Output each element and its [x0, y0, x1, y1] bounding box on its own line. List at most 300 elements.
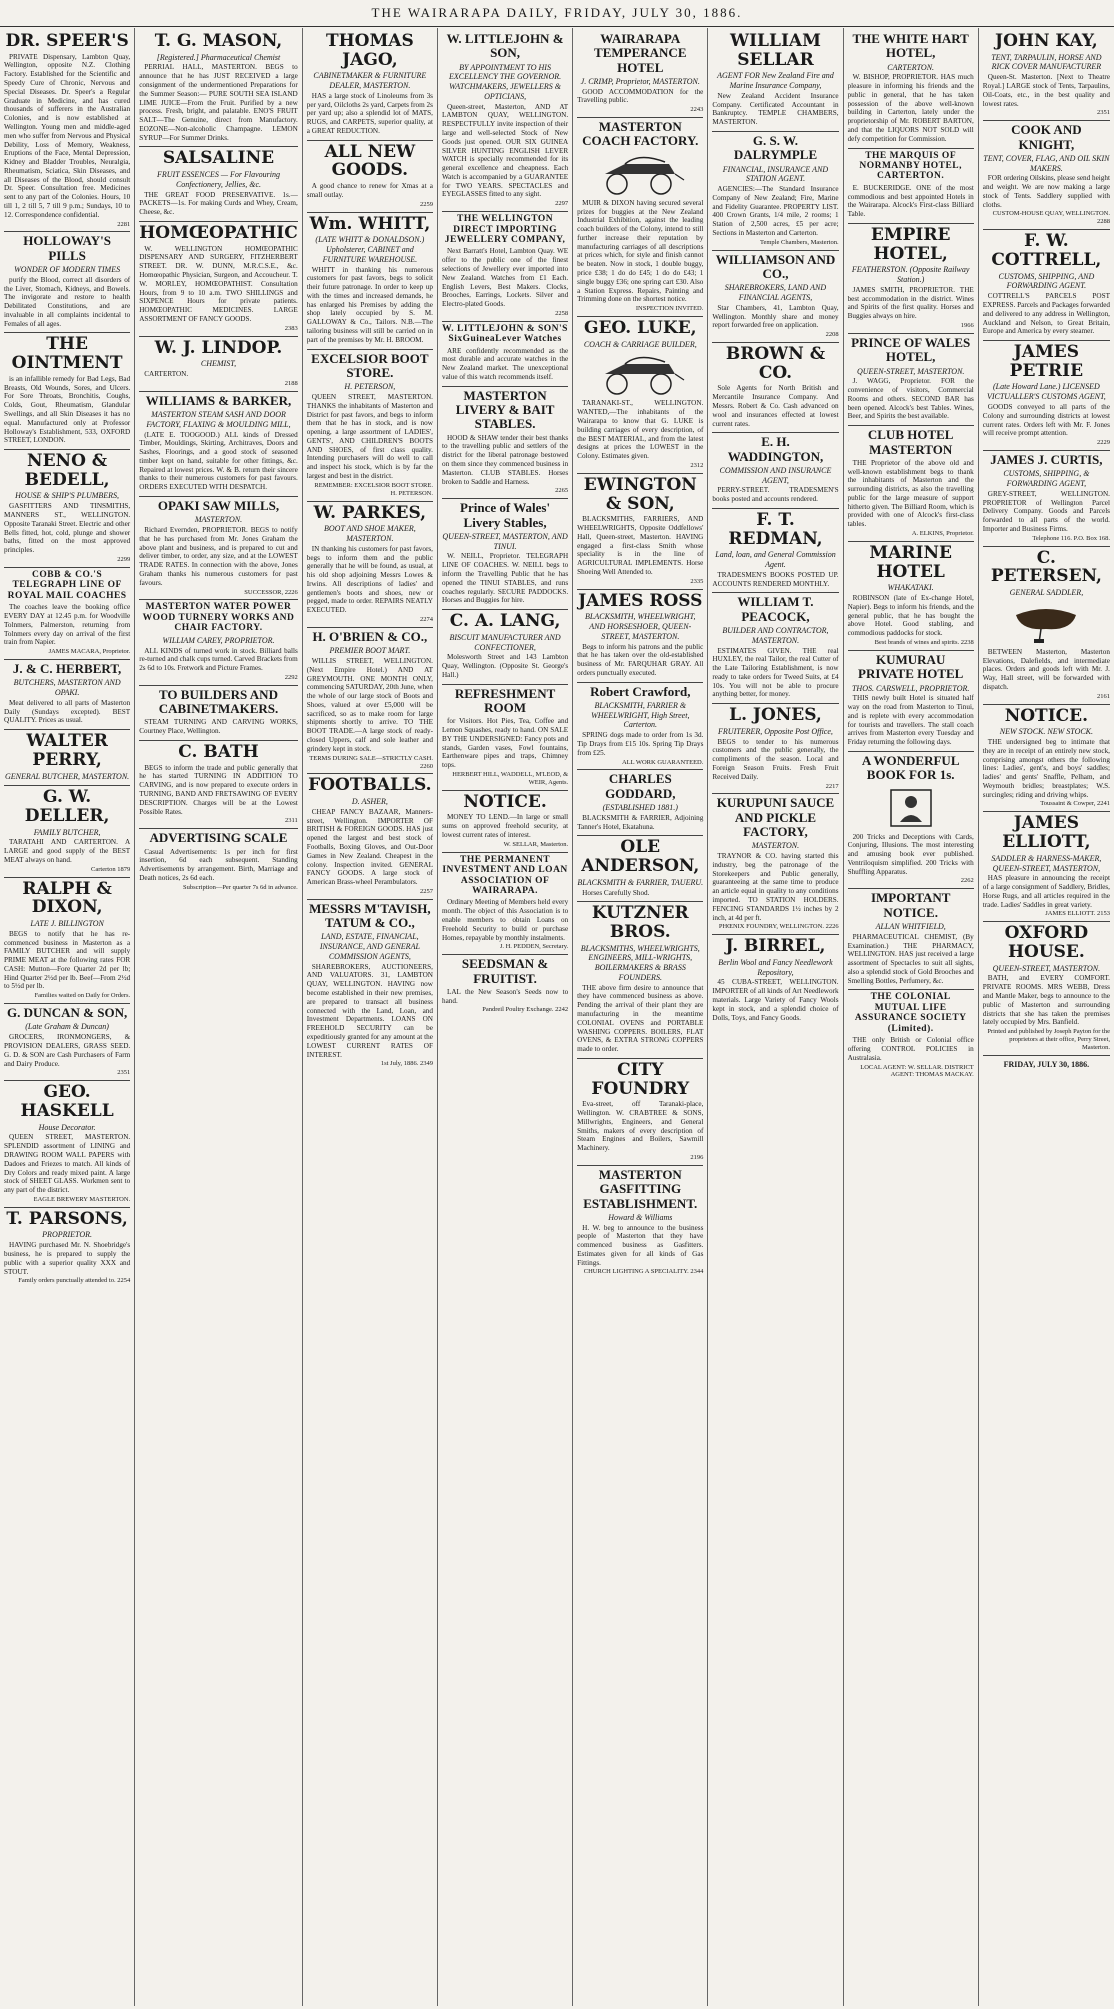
- ad-heading: G. W. DELLER,: [24, 787, 110, 826]
- ad-heading: EXCELSIOR BOOT STORE.: [311, 350, 429, 380]
- ad-body-text: QUEEN STREET, MASTERTON. THANKS the inhabitants of Masterton and District for past favors, and begs to inform them that he has in stock, and is now opening, a large assortment of LADIES', GENTS', AND CHILDREN'S BOOTS AND SHOES, of first class quality. Intending purchasers will do well to call and inspect his stock, which is by far the largest and best in the district.: [306, 392, 433, 480]
- buggy-illustration-icon: [595, 152, 685, 196]
- ad-body-text: HAS a large stock of Linoleums from 3s per yard, Oilcloths 2s yard, Carpets from 2s per yard up; also a splendid lot of MATS, RUGS, and CARPETS, superior quality, at a GREAT REDUCTION.: [306, 91, 433, 135]
- ad-body-text: TRADESMEN'S BOOKS POSTED UP. ACCOUNTS RENDERED MONTHLY.: [712, 570, 839, 588]
- advertisement-hom-opathic: [139, 224, 298, 337]
- advertisement-refreshment-room: [442, 687, 568, 791]
- advertisement-l-jones: [712, 706, 838, 794]
- ad-reference-number: 2217: [825, 782, 839, 790]
- ad-heading: T. G. MASON,: [154, 31, 283, 51]
- ad-body-text: Queen-street, Masterton, AND AT LAMBTON QUAY, WELLINGTON. RESPECTFULLY invite inspection of their large and well-selected Stock of New Goods just opened. OUR SIX GUINEA SILVER HUNTING ENGLISH LEVER WATCH is specially recommended for its general excellence and cheapness. Each Watch is accompanied by a GUARANTEE for TWO YEARS. SPECTACLES and EYEGLASSES fitted to any sight.: [441, 102, 569, 199]
- advertisement-william-sellar: [712, 32, 838, 132]
- advertisement-empire-hotel: [848, 226, 974, 334]
- ad-body-text: J. WAGG, Proprietor. FOR the convenience of visitors, Commercial Rooms and others. SECOND BAR has been opened. Alcock's best Tables. Wines, Beer, and Spirits the best available.: [847, 377, 974, 421]
- ad-subheading: WHAKATAKI.: [887, 583, 934, 593]
- ad-body-text: Begs to inform his patrons and the public that he has taken over the old-established business of Mr. FARQUHAR GRAY. All orders punctually executed.: [577, 642, 704, 677]
- ad-heading: JAMES J. CURTIS,: [990, 452, 1103, 467]
- advertisement-marine-hotel: [848, 544, 974, 651]
- ad-heading: W. LITTLEJOHN & SON,: [446, 31, 564, 61]
- ad-subheading: (LATE WHITT & DONALDSON.) Upholsterer, CABINET and FURNITURE WAREHOUSE.: [315, 235, 425, 264]
- ad-subheading: FEATHERSTON. (Opposite Railway Station.): [851, 265, 970, 285]
- ad-subheading: LAND, ESTATE, FINANCIAL, INSURANCE, AND GENERAL COMMISSION AGENTS,: [319, 932, 420, 961]
- ad-reference-number: A. ELKINS, Proprietor.: [911, 530, 974, 538]
- ad-body-text: Next Barratt's Hotel, Lambton Quay. WE offer to the public one of the finest selections of Jewellery ever imported into New Zealand. Watches from £1 Each. English Levers, Best Makers. Clocks, Brooches, Earrings, Lockets. Silver and Electro-plated Goods.: [441, 247, 569, 309]
- ad-heading: KUMURAU PRIVATE HOTEL: [858, 651, 964, 682]
- ad-heading: NOTICE.: [463, 791, 547, 812]
- ad-reference-number: 2383: [284, 324, 298, 332]
- advertisement-james-ross: [577, 592, 703, 683]
- ad-body-text: COTTRELL'S PARCELS POST EXPRESS. Parcels and Packages forwarded and delivered to any address in Wellington, Auckland and Nelson, to Great Britain, Europe and America by every steamer.: [982, 292, 1110, 336]
- column-1: [0, 28, 135, 2006]
- ad-reference-number: 2265: [555, 487, 569, 495]
- ad-subheading: Berlin Wool and Fancy Needlework Repository,: [718, 957, 833, 977]
- ad-heading: C. BATH: [178, 741, 259, 762]
- ad-body-text: is an infallible remedy for Bad Legs, Bad Breasts, Old Wounds, Sores, and Ulcers. For Sore Throats, Bronchitis, Coughs, Colds, Gout, Rheumatism, Glandular Swellings, and all Skin Diseases it has no equal. Manufactured only at Professor Holloway's Establishment, 533, OXFORD STREET, LONDON.: [4, 374, 131, 445]
- ad-heading: Prince of Wales' Livery Stables,: [460, 500, 551, 530]
- advertisement-f-t-redman: [712, 511, 838, 593]
- ad-body-text: HAVING purchased Mr. N. Shoebridge's business, he is prepared to supply the public with a superior quality XXX and STOUT.: [4, 1241, 131, 1276]
- ad-heading: WILLIAMSON AND CO.,: [715, 251, 836, 281]
- ad-body-text: The coaches leave the booking office EVERY DAY at 12.45 p.m. for Woodville Tolnmers, Palmerston, returning from Tolnmers every day on arrival of the first train from Napier.: [4, 603, 131, 647]
- ad-subheading: J. CRIMP, Proprietor, MASTERTON.: [580, 76, 700, 86]
- ad-body-text: Sole Agents for North British and Mercantile Insurance Company. And Messrs. Robert & Co. Cash advanced on wool and insurances effected at lowest current rates.: [712, 384, 839, 428]
- ad-heading: KURUPUNI SAUCE AND PICKLE FACTORY,: [716, 795, 835, 840]
- ad-subheading: COACH & CARRIAGE BUILDER,: [583, 339, 697, 349]
- column-5: [573, 28, 708, 2006]
- ad-body-text: JAMES SMITH, PROPRIETOR. THE best accommodation in the district. Wines and Spirits of the first quality. Horses and Buggies always on hire.: [847, 285, 974, 321]
- ad-body-text: STEAM TURNING AND CARVING WORKS, Courtney Place, Wellington.: [139, 718, 298, 736]
- ad-heading: ALL NEW GOODS.: [324, 141, 416, 181]
- advertisement-w-parkes: [307, 504, 433, 628]
- advertisement-g-w-deller: [4, 788, 130, 877]
- ad-body-text: TRAYNOR & CO. having started this industry, beg the patronage of the Storekeepers and Public generally, guaranteeing at the same time to produce an article equal in quality to any conditions imported. TO STATION HOLDERS. FENCING STANDARDS 1½ inches by 2 inch, at 4d per ft.: [712, 852, 839, 922]
- ad-subheading: QUEEN-STREET, MASTERTON.: [856, 366, 965, 376]
- ad-heading: WAIRARAPA TEMPERANCE HOTEL: [594, 31, 687, 75]
- ad-body-text: HAS pleasure in announcing the receipt of a large consignment of Saddlery, Bridles, Horse Rugs, and all articles required in the trade. Ladies' Saddles in great variety.: [982, 874, 1110, 909]
- column-7: [844, 28, 979, 2006]
- advertisement-masterton-water-power-wood-turnery-works: [139, 602, 298, 685]
- ad-heading: HOLLOWAY'S PILLS: [23, 233, 111, 263]
- ad-reference-number: 1st July, 1886. 2349: [380, 1060, 433, 1068]
- ad-subheading: BUILDER AND CONTRACTOR, MASTERTON.: [722, 626, 829, 645]
- ad-reference-number: 2229: [1096, 439, 1110, 447]
- ad-subheading: BLACKSMITHS, WHEELWRIGHTS, ENGINEERS, MILL-WRIGHTS, BOILERMAKERS & BRASS FOUNDERS.: [580, 943, 700, 982]
- advertisement-important-notice: [848, 891, 974, 990]
- ad-heading: F. W. COTTRELL,: [991, 231, 1102, 270]
- ad-heading: GEO. LUKE,: [583, 318, 697, 339]
- ad-heading: THE OINTMENT: [11, 334, 123, 374]
- ad-heading: EMPIRE HOTEL,: [870, 225, 951, 264]
- advertisement-william-t-peacock: [712, 595, 838, 704]
- ad-heading: OLE ANDERSON,: [581, 837, 700, 877]
- advertisement-wairarapa-temperance-hotel: [577, 32, 703, 118]
- advertisement-a-wonderful-book-for-1s: [848, 754, 974, 889]
- ad-body-text: CHEAP FANCY BAZAAR, Manners-street, Wellington. IMPORTER OF BRITISH & FOREIGN GOODS. HAS just opened the largest and best stock of Footballs, Boxing Gloves, and Out-Door Games in New Zealand. Cheapest in the colony. Inspection invited. GENERAL FANCY GOODS. A large stock of American Brass-wheel Perambulators.: [306, 807, 433, 887]
- ad-heading: FOOTBALLS.: [308, 775, 432, 796]
- ad-body-text: QUEEN STREET, MASTERTON. SPLENDID assortment of LINING and DRAWING ROOM WALL PAPERS with Dadoes and Friezes to match. All kinds of Dry Colors and ready mixed paint. A large stock of SHEET GLASS. Workmen sent to any part of the district.: [4, 1133, 131, 1195]
- ad-body-text: Richard Evernden, PROPRIETOR. BEGS to notify that he has purchased from Mr. Jones Graham the above plant and business, and is prepared to cut and deliver timber, to order, any size, and at the LOWEST TRADE RATES. In connection with the above, Jones Graham thanks his numerous customers for past favours.: [139, 526, 298, 587]
- ad-subheading: TENT, COVER, FLAG, AND OIL SKIN MAKERS.: [983, 153, 1110, 173]
- ad-body-text: FOR ordering Oilskins, please send height and weight. We are now making a large stock of Tents. Saddlery supplied with cloths.: [982, 174, 1110, 209]
- ad-subheading: CUSTOMS, SHIPPING, & FORWARDING AGENT,: [1003, 469, 1090, 489]
- ad-subheading: AGENT FOR New Zealand Fire and Marine Insurance Company,: [717, 71, 834, 91]
- ad-heading: G. DUNCAN & SON,: [6, 1005, 128, 1021]
- ad-reference-number: Family orders punctually attended to. 2254: [18, 1277, 131, 1285]
- advertisement-cobb-co-s-telegraph-line-of-royal-mail-c: [4, 570, 130, 660]
- ad-subheading: FRUITERER, Opposite Post Office,: [718, 726, 833, 736]
- ad-heading: KUTZNER BROS.: [591, 903, 689, 942]
- ad-subheading: BLACKSMITH, WHEELWRIGHT, AND HORSESHOER, QUEEN-STREET, MASTERTON.: [585, 612, 696, 641]
- ad-subheading: THOS. CARSWELL, PROPRIETOR.: [851, 683, 970, 693]
- ad-body-text: SHAREBROKERS, AUCTIONEERS, AND VALUATORS. 31, LAMBTON QUAY, WELLINGTON. HAVING now become established in their new premises, are prepared to transact all business connected with the Land, Loan, and Investment Departments. LOANS ON FREEHOLD SECURITY can be expeditiously granted for any amount at the LOWEST CURRENT RATES OF INTEREST.: [306, 962, 433, 1059]
- ad-reference-number: ALL WORK GUARANTEED.: [621, 758, 704, 766]
- ad-subheading: (Late Howard Lane.) LICENSED VICTUALLER'S CUSTOMS AGENT,: [986, 382, 1106, 402]
- advertisement-the-permanent-investment-and-loan-associ: [442, 855, 568, 956]
- ad-reference-number: 2297: [555, 200, 569, 208]
- advertisement-kutzner-bros: [577, 904, 703, 1059]
- ad-heading: JOHN KAY,: [995, 31, 1098, 51]
- ad-body-text: PHARMACEUTICAL CHEMIST, (By Examination.) THE PHARMACY, WELLINGTON. HAS just received a large assortment of Spectacles to suit all sights, also a splendid stock of Gold Brooches and Smelling Bottles, Perfumery, &c.: [847, 932, 974, 985]
- ad-body-text: W. BISHOP, PROPRIETOR. HAS much pleasure in informing his friends and the public in general, that he has taken possession of the above well-known building in Carterton, lately under the proprietorship of Mr. ROBERT BARTON, and that the LIQUORS NOT SOLD will defy competition for Commission.: [847, 73, 974, 143]
- ad-heading: TO BUILDERS AND CABINETMAKERS.: [158, 686, 279, 717]
- ad-subheading: BISCUIT MANUFACTURER AND CONFECTIONER,: [449, 632, 561, 652]
- ad-subheading: House Decorator.: [38, 1122, 96, 1132]
- ad-heading: IMPORTANT NOTICE.: [870, 890, 951, 920]
- ad-body-text: E. BUCKERIDGE. ONE of the most commodious and best appointed Hotels in the Wairarapa. Alcock's First-class Billiard Table.: [847, 183, 974, 219]
- ad-body-text: (LATE E. TOOGOOD.) ALL kinds of Dressed Timber, Mouldings, Skirting, Architraves, Doors and Sashes, Floorings, and a good stock of seasoned timber kept on hand, suitable for other fittings, &c. Repaired at lowest prices. W. & B. return their sincere thanks to their numerous customers for past favours. ORDERS EXECUTED WITH DESPATCH.: [139, 430, 298, 492]
- advertisement-c-bath: [139, 743, 298, 829]
- advertisement-ewington-son: [577, 476, 703, 590]
- ad-reference-number: Telephone 116. P.O. Box 168.: [1032, 534, 1110, 542]
- ad-subheading: CARTERTON.: [887, 62, 935, 72]
- ad-body-text: W. WELLINGTON HOMŒOPATHIC DISPENSARY AND SURGERY, FITZHERBERT STREET. DR. W. DUNN, M.R.C.S.E., &c. Homœopathic Physician, Surgeon, and Accoucheur. T. W. MORLEY, HOMŒOPATHIST. Consultation Hours, from 9 to 10 a.m. TWO SHILLINGS and SIXPENCE Hours for private patients. HOMŒOPATHIC MEDICINES. LARGE ASSORTMENT OF FANCY GOODS.: [139, 244, 298, 323]
- ad-reference-number: JAMES ELLIOTT. 2153: [1045, 910, 1110, 918]
- ad-heading: HOMŒOPATHIC: [139, 223, 298, 243]
- advertisement-thomas-jago: [307, 32, 433, 141]
- ad-subheading: Howard & Williams: [608, 1212, 673, 1222]
- ad-body-text: Molesworth Street and 143 Lambton Quay, Wellington. (Opposite St. George's Hall.): [441, 653, 569, 679]
- ad-heading: OXFORD HOUSE.: [1004, 923, 1089, 963]
- ad-body-text: WILLIS STREET, WELLINGTON. (Next Empire Hotel.) AND AT GREYMOUTH. ONE MONTH ONLY, commencing SATURDAY, 20th June, when the whole of our large stock of Boots and Shoes, valued at over £5,000 will be sacrificed, so as to make room for large shipments shortly to arrive. TO THE BOOT TRADE.—A large stock of ready-closed Uppers, calf and sole leather and grindery kept in stock.: [306, 657, 433, 753]
- ad-heading: JAMES ELLIOTT,: [1002, 813, 1091, 853]
- ad-heading: REFRESHMENT ROOM: [454, 685, 556, 715]
- ad-reference-number: Pandreil Poultry Exchange. 2242: [482, 1006, 569, 1014]
- ad-heading: COOK AND KNIGHT,: [1011, 122, 1082, 152]
- advertisement-geo-haskell: [4, 1083, 130, 1208]
- ad-subheading: (Late Graham & Duncan): [25, 1022, 109, 1032]
- ad-body-text: TARANAKI-ST., WELLINGTON. WANTED,—The inhabitants of the Wairarapa to know that G. LUKE is building carriages of every description, of the BEST MATERIAL, and from the latest designs at prices the LOWEST in the Colony. Estimates given.: [577, 399, 704, 461]
- ad-body-text: HOOD & SHAW tender their best thanks to the travelling public and settlers of the district for the liberal patronage bestowed on them since they commenced business in Masterton. CLUB STABLES. Horses broken to Saddle and Harness.: [441, 433, 569, 486]
- ad-heading: L. JONES,: [729, 705, 822, 726]
- newspaper-columns: [0, 28, 1114, 2006]
- ad-heading: WILLIAM T. PEACOCK,: [737, 594, 814, 624]
- ad-reference-number: 2292: [284, 673, 298, 681]
- advertisement-cook-and-knight: [983, 123, 1110, 230]
- ad-reference-number: 2258: [555, 309, 569, 317]
- ad-body-text: BETWEEN Masterton, Masterton Elevations, Dalefields, and intermediate places. Orders and goods left with Mr. J. Way, Hall street, will be forwarded with dispatch.: [982, 647, 1110, 691]
- ad-body-text: MONEY TO LEND.—In large or small sums on approved freehold security, at lowest current rates of interest.: [441, 813, 569, 839]
- advertisement-charles-goddard: [577, 772, 703, 836]
- ad-body-text: MUIR & DIXON having secured several prizes for buggies at the New Zealand Industrial Exhibition, against the leading coach builders of the Colony, intend to still further increase their reputation by manufacturing carriages of all descriptions at prices which, for style and finish cannot be beaten. Now in stock, 1 double buggy, price £38; 1 do do £45; 1 do do £43; 1 single buggy £36; one spring cart £30. Also a Station Express. Repairs, Painting and Trimming done on the shortest notice.: [577, 198, 704, 304]
- ad-body-text: THE undersigned beg to intimate that they are in receipt of an entirely new stock, comprising amongst others the following lines: Ladies', gent's, and boys' saddles; ladies' and gents' Snaffle, Pelham, and Weymouth bridles; breastplates; W.S. surcingles; riding and driving whips.: [982, 738, 1110, 799]
- ad-subheading: MASTERTON.: [194, 515, 243, 525]
- ad-body-text: Eva-street, off Taranaki-place, Wellington. W. CRABTREE & SONS, Millwrights, Engineers, and General Smiths, makers of every description of Steam Engines and Boilers, Sawmill Machinery.: [577, 1100, 704, 1153]
- ad-body-text: New Zealand Accident Insurance Company. Certificated Accountant in Bankruptcy. TEMPLE CHAMBERS, MASTERTON.: [712, 91, 839, 127]
- ad-heading: W. PARKES,: [313, 502, 427, 523]
- ad-subheading: SHAREBROKERS, LAND AND FINANCIAL AGENTS,: [724, 283, 827, 303]
- ad-heading: MASTERTON COACH FACTORY.: [582, 119, 699, 149]
- ad-body-text: GOOD ACCOMMODATION for the Travelling public.: [577, 87, 704, 105]
- ad-body-text: THIS newly built Hotel is situated half way on the road from Masterton to Tinui, and is replete with every accommodation for tourists and travellers. The stall coach arrives from Masterton every Tuesday and Friday returning the following days.: [847, 694, 974, 747]
- advertisement-t-parsons: [4, 1210, 130, 1288]
- ad-body-text: THE Proprietor of the above old and well-known establishment begs to thank the inhabitants of Masterton and the surrounding districts, as also the travelling public for the large measure of support hitherto given. The Billiard Room, which is provided with one of Alcock's first-class tables.: [847, 458, 974, 529]
- advertisement-kumurau-private-hotel: [848, 653, 974, 752]
- ad-heading: Robert Crawford,: [590, 683, 691, 699]
- ad-reference-number: Temple Chambers, Masterton.: [759, 238, 839, 246]
- ad-reference-number: LOCAL AGENT: W. SELLAR. DISTRICT AGENT: THOMAS MACKAY.: [860, 1063, 974, 1079]
- ad-heading: DR. SPEER'S: [5, 31, 129, 51]
- ad-subheading: (ESTABLISHED 1881.): [602, 803, 678, 813]
- ad-heading: JAMES PETRIE: [1009, 342, 1084, 381]
- column-4: [438, 28, 573, 2006]
- column-3: [303, 28, 438, 2006]
- advertisement-masterton-livery-bait-stables: [442, 389, 568, 500]
- ad-reference-number: REMEMBER: EXCELSIOR BOOT STORE. H. PETERSON.: [314, 481, 433, 497]
- ad-heading: OPAKI SAW MILLS,: [157, 498, 280, 514]
- ad-subheading: FINANCIAL, INSURANCE AND STATION AGENT.: [722, 164, 829, 184]
- ad-subheading: ALLAN WHITFIELD,: [875, 921, 946, 931]
- ad-subheading: D. ASHER,: [351, 797, 388, 807]
- ad-subheading: [Registered.] Pharmaceutical Chemist: [156, 52, 281, 62]
- ad-picture: [577, 352, 703, 396]
- ad-subheading: HOUSE & SHIP'S PLUMBERS,: [15, 491, 120, 501]
- advertisement-prince-of-wales-hotel: [848, 336, 974, 426]
- advertisement-neno-bedell: [4, 452, 130, 568]
- advertisement-footballs: [307, 776, 433, 899]
- ad-heading: J. & C. HERBERT,: [12, 660, 122, 676]
- advertisement-city-foundry: [577, 1061, 703, 1166]
- ad-subheading: CABINETMAKER & FURNITURE DEALER, MASTERTON.: [313, 71, 427, 91]
- ad-reference-number: J. H. PEDDEN, Secretary.: [499, 943, 569, 951]
- ad-heading: C. PETERSEN,: [990, 547, 1102, 587]
- ad-subheading: QUEEN-STREET, MASTERTON.: [992, 963, 1101, 973]
- ad-reference-number: 2281: [117, 220, 131, 228]
- ad-subheading: QUEEN-STREET, MASTERTON, AND TINUI.: [442, 531, 568, 551]
- ad-heading: MASTERTON LIVERY & BAIT STABLES.: [455, 387, 555, 432]
- ad-subheading: BOOT AND SHOE MAKER, MASTERTON.: [324, 524, 416, 544]
- advertisement-james-petrie: [983, 343, 1110, 451]
- ad-heading: W. J. LINDOP.: [154, 337, 283, 358]
- ad-heading: H. O'BRIEN & CO.,: [312, 628, 428, 644]
- ad-body-text: THE GREAT FOOD PRESERVATIVE. 1s.—PACKETS—1s. For making Curds and Whey, Cream, Cheese, &c.: [139, 190, 298, 217]
- ad-body-text: BLACKSMITHS, FARRIERS, AND WHEELWRIGHTS, Opposite Oddfellows' Hall, Queen-street, Masterton. HAVING engaged a first-class Smith whose speciality is in the line of AGRICULTURAL IMPLEMENTS. Horse Shoeing Well Attended to.: [577, 515, 704, 576]
- ad-reference-number: Toussaint & Cowper, 2241: [1040, 800, 1110, 808]
- advertisement-g-duncan-son: [4, 1006, 130, 1081]
- ad-reference-number: 2188: [284, 379, 298, 387]
- ad-heading: A WONDERFUL BOOK FOR 1s.: [861, 752, 960, 783]
- ad-reference-number: Printed and published by Joseph Payton for the proprietors at their office, Perry Street, Masterton.: [987, 1028, 1110, 1051]
- ad-body-text: AGENCIES:—The Standard Insurance Company of New Zealand; Fire, Marine and Fidelity Guarantee. PROPERTY LIST. 400 Crown Grants, 1/4 mile, 2 rooms; 1 Station of 2,500 acres, £5 per acre; Sections in Masterton and Carterton.: [712, 185, 839, 237]
- advertisement-c-a-lang: [442, 612, 568, 685]
- advertisement-notice: [983, 707, 1110, 813]
- ad-reference-number: 2351: [1096, 109, 1110, 117]
- advertisement-f-w-cottrell: [983, 232, 1110, 341]
- ad-subheading: BUTCHERS, MASTERTON AND OPAKI.: [13, 678, 121, 698]
- ad-subheading: PREMIER BOOT MART.: [329, 646, 411, 656]
- ad-reference-number: 2335: [690, 577, 704, 585]
- ad-reference-number: 2262: [960, 877, 974, 885]
- ad-body-text: PERRY-STREET. TRADESMEN'S books posted and accounts rendered.: [712, 486, 839, 504]
- ad-heading: CLUB HOTEL MASTERTON: [867, 427, 954, 457]
- advertisement-walter-perry: [4, 732, 130, 786]
- ad-body-text: ESTIMATES GIVEN. THE real HUXLEY, the real Tailor, the real Cutter of the Late Tailoring Establishment, is now ready to take orders for Tweed Suits, at £4 10s. You will not be able to procure anything better, for money.: [712, 646, 839, 699]
- ad-reference-number: 2311: [285, 817, 298, 825]
- ad-heading: THE PERMANENT INVESTMENT AND LOAN ASSOCIATION OF WAIRARAPA.: [442, 854, 568, 897]
- ad-picture: [577, 152, 703, 196]
- ad-subheading: CHEMIST,: [200, 359, 237, 369]
- ad-reference-number: 2243: [690, 106, 704, 114]
- ad-body-text: GREY-STREET, WELLINGTON. PROPRIETOR of Wellington Parcel Delivery Company. Goods and Parcels forwarded to all parts of the world. Importer and Business Firms.: [982, 489, 1110, 533]
- advertisement-williams-barker: [139, 394, 298, 497]
- ad-subheading: SADDLER & HARNESS-MAKER, QUEEN-STREET, MASTERTON,: [991, 853, 1102, 873]
- ad-body-text: BEGS to tender to his numerous customers and the public generally, the compliments of the season. Local and Foreign Season Fruits. Fresh Fruit Received Daily.: [712, 737, 839, 781]
- advertisement-seedsman-fruitist: [442, 957, 568, 1017]
- advertisement-john-kay: [983, 32, 1110, 121]
- ad-reference-number: 2312: [690, 461, 704, 469]
- advertisement-the-ointment: [4, 335, 130, 450]
- ad-reference-number: JAMES MACARA, Proprietor.: [48, 648, 131, 656]
- ad-reference-number: 1966: [960, 322, 974, 330]
- ad-reference-number: 2196: [690, 1153, 704, 1161]
- advertisement-notice: [442, 793, 568, 853]
- ad-heading: MESSRS M'TAVISH, TATUM & CO.,: [309, 900, 431, 931]
- ad-heading: E. H. WADDINGTON,: [727, 434, 824, 464]
- ad-reference-number: 2257: [419, 887, 433, 895]
- ad-heading: J. BIRREL,: [725, 936, 826, 957]
- advertisement-w-j-lindop: [139, 339, 298, 392]
- advertisement-ole-anderson: [577, 838, 703, 902]
- ad-body-text: Ordinary Meeting of Members held every month. The object of this Association is to enable members to obtain Loans on Freehold Security to build or purchase Homes, repayable by monthly instalments.: [441, 898, 569, 942]
- masthead-text: THE WAIRARAPA DAILY, FRIDAY, JULY 30, 1886.: [371, 5, 743, 20]
- ad-heading: BROWN & CO.: [725, 344, 826, 383]
- ad-heading: SALSALINE: [162, 148, 275, 169]
- ad-heading: F. T. REDMAN,: [728, 510, 823, 549]
- ad-body-text: GOODS conveyed to all parts of the Colony and surrounding districts at lowest current rates. Orders left with Mr. F. Jones will receive prompt attention.: [982, 402, 1110, 438]
- ad-body-text: CARTERTON.: [144, 370, 189, 379]
- advertisement-t-g-mason: [139, 32, 298, 147]
- ad-reference-number: CUSTOM-HOUSE QUAY, WELLINGTON. 2288: [992, 210, 1110, 226]
- ad-heading: C. A. LANG,: [449, 611, 561, 632]
- ad-heading: ADVERTISING SCALE: [149, 830, 288, 846]
- ad-subheading: COMMISSION AND INSURANCE AGENT,: [719, 465, 832, 485]
- ad-subheading: CUSTOMS, SHIPPING, AND FORWARDING AGENT.: [998, 271, 1095, 291]
- ad-body-text: WHITT in thanking his numerous customers for past favors, begs to solicit their future patronage. In order to keep up with the times and increased demands, he has enlarged his Premises by adding the shop lately occupied by S. M. GALLOWAY & Co., Tailors. N.B.—The tailoring business will still be carried on in part of the premises by Mr. H. BROOM.: [306, 265, 433, 344]
- ad-body-text: SPRING dogs made to order from 1s 3d. Tip Drays from £15 10s. Spring Tip Drays from £25.: [577, 731, 704, 757]
- ad-heading: RALPH & DIXON,: [22, 878, 112, 918]
- advertisement-james-elliott: [983, 814, 1110, 922]
- ad-reference-number: SUCCESSOR, 2226: [244, 588, 298, 596]
- ad-body-text: purify the Blood, correct all disorders of the Liver, Stomach, Kidneys, and Bowels. The invigorate and restore to health Debilitated Constitutions, and are invaluable in all complaints incidental to Females of all ages.: [4, 275, 131, 328]
- ad-reference-number: PHŒNIX FOUNDRY, WELLINGTON. 2226: [718, 923, 839, 931]
- ad-reference-number: INSPECTION INVITED.: [635, 305, 704, 313]
- ad-subheading: BY APPOINTMENT TO HIS EXCELLENCY THE GOVERNOR. WATCHMAKERS, JEWELLERS & OPTICIANS,: [448, 62, 562, 101]
- ad-body-text: W. NEILL, Proprietor. TELEGRAPH LINE OF COACHES. W. NEILL begs to inform the Travelling Public that he has opened the TINUI STABLES, and runs coaches regularly. SECURE PADDOCKS. Horses and Buggies for hire.: [441, 552, 569, 605]
- ad-body-text: BEGS to inform the trade and public generally that he has started TURNING IN ADDITION TO CARVING, and is now prepared to execute orders in TURNING, BAND AND FRETSAWING OF EVERY DESCRIPTION. Charges will be at the Lowest Possible Rates.: [139, 763, 298, 816]
- advertisement-h-o-brien-co: [307, 630, 433, 774]
- ad-body-text: PRIVATE Dispensary, Lambton Quay, Wellington, opposite N.Z. Clothing Factory. Established for the Scientific and Speedy Cure of Chronic, Nervous and Special Diseases. Dr. Speer's a Regular Graduate in Medicine, and has cured thousands of sufferers in the Australian Colonies, and is now established at Wellington. Young men and middle-aged men who suffer from Nervous and Physical Debility, Loss of Memory, Weakness, Eruptions of the Face, Mental Depression, Kidney and Bladder Troubles, Neuralgia, Rheumatism, Sciatica, Skin Diseases, and all Diseases of the Blood, should consult Dr. Speer. Consultation free. Medicines sent to any part of the Colonies. Hours, 10 till 1, 2 till 5, 7 till 9 p.m.; Sundays, 10 to 12. Correspondence confidential.: [4, 52, 131, 219]
- ad-heading: G. S. W. DALRYMPLE: [733, 133, 818, 163]
- ad-heading: CHARLES GODDARD,: [605, 771, 676, 801]
- advertisement-e-h-waddington: [712, 435, 838, 509]
- carriage-illustration-icon: [595, 352, 685, 396]
- ad-body-text: ALL KINDS of turned work in stock. Billiard balls re-turned and chalk cups turned. Carved Brackets from 2s 6d to 10s. Fretwork and Picture Frames.: [139, 646, 298, 673]
- advertisement-all-new-goods: [307, 143, 433, 213]
- advertisement-robert-crawford: [577, 685, 703, 771]
- ad-body-text: PERRIAL HALL, MASTERTON. BEGS to announce that he has JUST RECEIVED a large consignment of the undermentioned Preparations for the Summer Season:— PURE SOUTH SEA ISLAND LIME JUICE—From the Fruit. Purified by a new process. Fresh, bright, and palatable. ENO'S FRUIT SALT—The Genuine, direct from Manufactory. EOZONE—Non-alcoholic Champagne. LEMON SYRUP—For Summer Drinks.: [139, 63, 298, 142]
- advertisement-w-littlejohn-son-s-sixguinealever-watche: [442, 324, 568, 387]
- ad-heading: COBB & CO.'S TELEGRAPH LINE OF ROYAL MAIL COACHES: [7, 569, 127, 601]
- ad-heading: EWINGTON & SON,: [583, 474, 697, 514]
- ad-body-text: THE above firm desire to announce that they have commenced business as above. Pending the arrival of their plant they are manufacturing in the meantime COLONIAL OVENS and PORTABLE WASHING COPPERS. BOILERS, FLAT OVENS, & EXTRA STRONG COPPERS made to order.: [577, 983, 704, 1054]
- ad-heading: WILLIAM SELLAR: [730, 31, 821, 70]
- ad-reference-number: 2299: [117, 555, 131, 563]
- advertisement-holloway-s-pills: [4, 234, 130, 333]
- ad-reference-number: Best brands of wines and spirits. 2238: [874, 639, 974, 646]
- ad-reference-number: TERMS DURING SALE—STRICTLY CASH. 2260: [309, 754, 433, 770]
- ad-body-text: 200 Tricks and Deceptions with Cards, Conjuring, Illusions. The most interesting and amusing book ever published. Ventriloquism simplified. 200 Tricks with Shuffling Apparatus.: [847, 832, 974, 876]
- ad-subheading: BLACKSMITH, FARRIER & WHEELWRIGHT, High Street, Carterton.: [591, 700, 690, 730]
- ad-heading: THE COLONIAL MUTUAL LIFE ASSURANCE SOCIETY (Limited).: [854, 992, 967, 1034]
- advertisement-advertising-scale: [139, 831, 298, 894]
- ad-heading: MARINE HOTEL: [869, 542, 952, 582]
- ad-subheading: WILLIAM CAREY, PROPRIETOR.: [162, 635, 275, 645]
- ad-subheading: LATE J. BILLINGTON: [30, 919, 104, 929]
- ad-reference-number: Families waited on Daily for Orders.: [34, 992, 131, 1000]
- column-2: [135, 28, 303, 2006]
- advertisement-c-petersen: [983, 549, 1110, 705]
- ad-heading: WALTER PERRY,: [26, 731, 108, 770]
- ad-heading: MASTERTON GASFITTING ESTABLISHMENT.: [583, 1166, 698, 1211]
- ad-body-text: ARE confidently recommended as the most durable and accurate watches in the New Zealand market. The unexceptional value of this watch recommends itself.: [441, 346, 569, 382]
- ad-subheading: H. PETERSON,: [344, 382, 396, 392]
- ad-heading: NENO & BEDELL,: [24, 451, 110, 490]
- advertisement-brown-co: [712, 345, 838, 433]
- advertisement-ralph-dixon: [4, 880, 130, 1005]
- column-8: [979, 28, 1114, 2006]
- ad-reference-number: 2274: [419, 616, 433, 624]
- advertisement-wm-whitt: [307, 215, 433, 350]
- ad-subheading: MASTERTON.: [751, 841, 800, 851]
- ad-subheading: FRUIT ESSENCES — For Flavouring Confectionery, Jellies, &c.: [157, 170, 280, 189]
- ad-body-text: IN thanking his customers for past favors, begs to inform them and the public generally that he will be found, as usual, at his old shop adjoining Messrs Lowes & Irwins. All descriptions of ladies' and gentlemen's boots and shoes, new or pegged, made to order. REPAIRS NEATLY EXECUTED.: [306, 544, 433, 615]
- ad-body-text: LAL the New Season's Seeds now to hand.: [441, 987, 569, 1005]
- ad-reference-number: Carterton 1879: [91, 865, 131, 873]
- ad-body-text: Queen-St. Masterton. [Next to Theatre Royal.] LARGE stock of Tents, Tarpaulins, Oil-Coats, etc., in the best quality and lowest rates.: [982, 73, 1110, 108]
- advertisement-salsaline: [139, 149, 298, 222]
- ad-heading: PRINCE OF WALES HOTEL,: [851, 334, 971, 365]
- ad-reference-number: EAGLE BREWERY MASTERTON.: [33, 1195, 131, 1203]
- advertisement-james-j-curtis: [983, 453, 1110, 547]
- advertisement-dr-speer-s: [4, 32, 130, 232]
- advertisement-williamson-and-co: [712, 253, 838, 343]
- ad-subheading: TENT, TARPAULIN, HORSE AND RICK COVER MANUFACTURER: [991, 52, 1102, 72]
- advertisement-masterton-gasfitting-establishment: [577, 1168, 703, 1279]
- ad-subheading: FAMILY BUTCHER,: [33, 827, 101, 837]
- ad-body-text: 45 CUBA-STREET, WELLINGTON. IMPORTER of all kinds of Art Needlework materials. Large Variety of Fancy Wools kept in stock, and a splendid choice of Dolls, Toys, and Fancy Goods.: [712, 978, 839, 1022]
- ad-reference-number: 2208: [825, 331, 839, 339]
- ad-reference-number: CHURCH LIGHTING A SPECIALITY. 2344: [583, 1268, 704, 1276]
- ad-body-text: Casual Advertisements: 1s per inch for first insertion, 6d each subsequent. Standing Advertisements by arrangement. Birth, Marriage and Death notices, 2s 6d each.: [139, 847, 298, 882]
